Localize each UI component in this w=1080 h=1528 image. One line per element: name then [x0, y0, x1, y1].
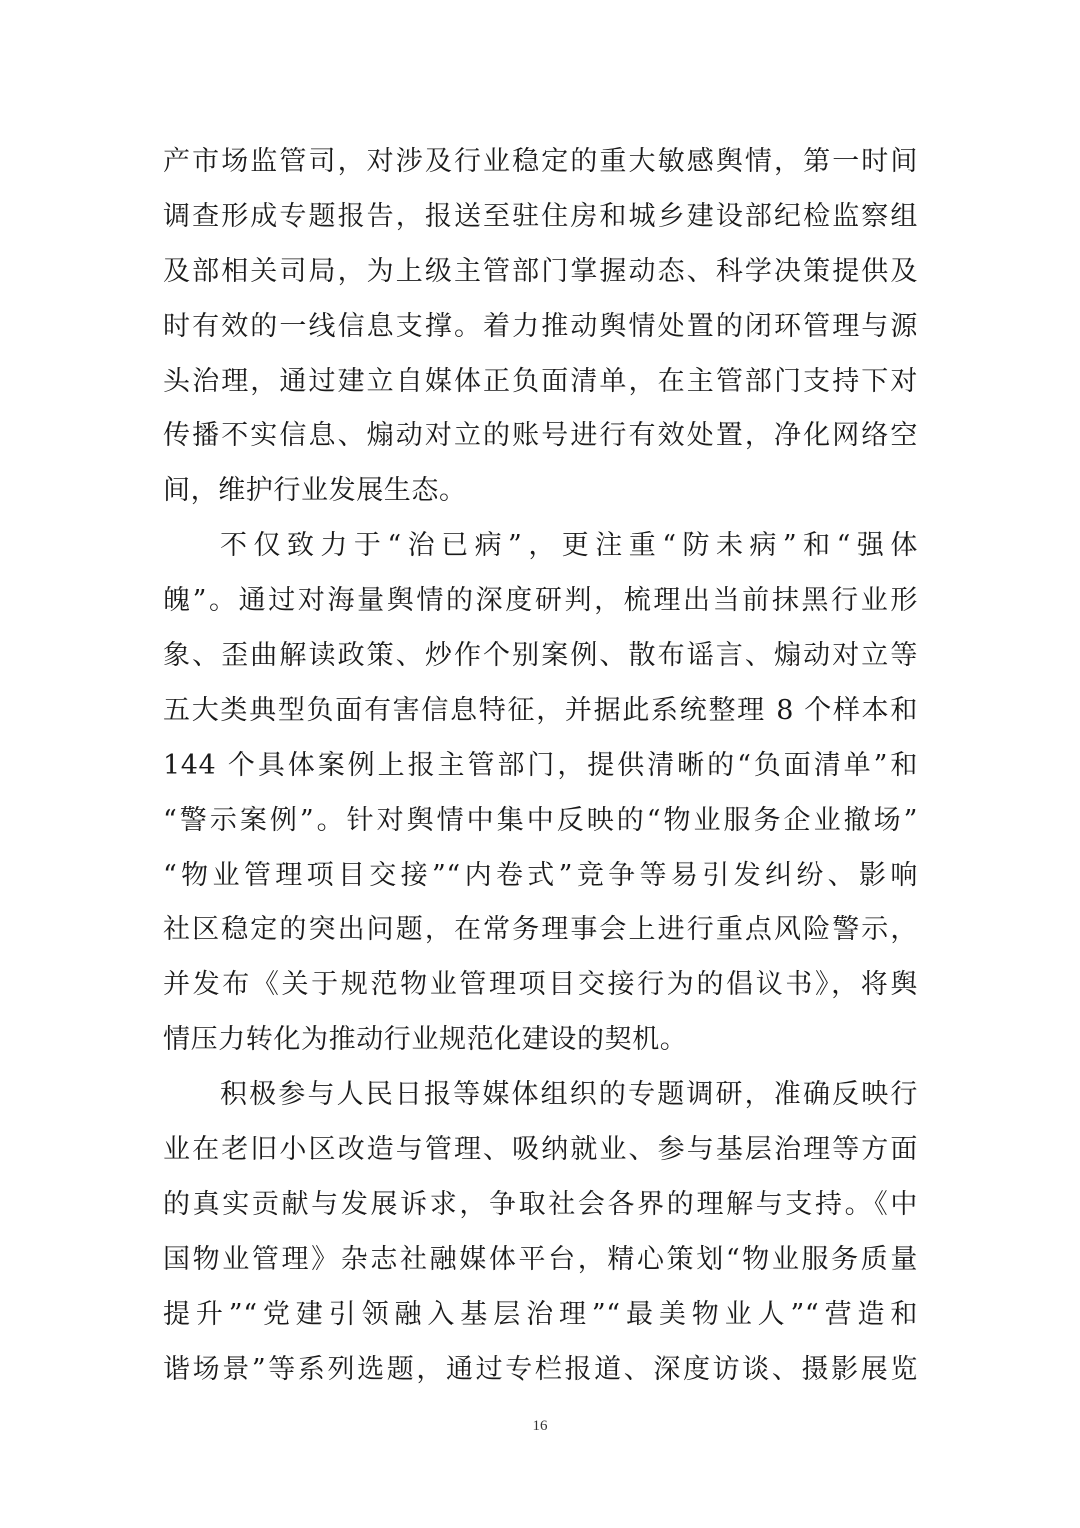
text-line: 国物业管理》杂志社融媒体平台，精心策划“物业服务质量	[163, 1243, 918, 1275]
text-line: 头治理，通过建立自媒体正负面清单，在主管部门支持下对	[163, 365, 918, 397]
body-text	[163, 135, 918, 1397]
text-line: 不仅致力于“治已病”，更注重“防未病”和“强体	[220, 530, 918, 562]
text-line: 提升”“党建引领融入基层治理”“最美物业人”“营造和	[163, 1298, 918, 1330]
text-line: 积极参与人民日报等媒体组织的专题调研，准确反映行	[220, 1079, 918, 1111]
text-line: 魄”。通过对海量舆情的深度研判，梳理出当前抹黑行业形	[163, 585, 918, 617]
text-line: 象、歪曲解读政策、炒作个别案例、散布谣言、煽动对立等	[163, 640, 918, 672]
text-line: “警示案例”。针对舆情中集中反映的“物业服务企业撤场”	[163, 804, 918, 836]
page-number: 16	[532, 1418, 548, 1434]
text-line: 五大类典型负面有害信息特征，并据此系统整理 8 个样本和	[163, 694, 918, 726]
text-line: “物业管理项目交接”“内卷式”竞争等易引发纠纷、影响	[163, 859, 918, 891]
text-line: 调查形成专题报告，报送至驻住房和城乡建设部纪检监察组	[163, 200, 918, 232]
text-line: 产市场监管司，对涉及行业稳定的重大敏感舆情，第一时间	[163, 146, 918, 177]
text-line: 社区稳定的突出问题，在常务理事会上进行重点风险警示，	[163, 914, 918, 946]
text-line: 情压力转化为推动行业规范化建设的契机。	[163, 1024, 688, 1056]
text-line: 并发布《关于规范物业管理项目交接行为的倡议书》，将舆	[163, 969, 918, 1001]
text-line: 业在老旧小区改造与管理、吸纳就业、参与基层治理等方面	[163, 1134, 918, 1166]
text-line: 间，维护行业发展生态。	[163, 475, 467, 507]
text-line: 时有效的一线信息支撑。着力推动舆情处置的闭环管理与源	[163, 310, 918, 342]
text-line: 及部相关司局，为上级主管部门掌握动态、科学决策提供及	[163, 255, 918, 287]
text-line: 的真实贡献与发展诉求，争取社会各界的理解与支持。《中	[163, 1188, 918, 1220]
text-line: 传播不实信息、煽动对立的账号进行有效处置，净化网络空	[163, 420, 918, 452]
text-line: 谐场景”等系列选题，通过专栏报道、深度访谈、摄影展览	[163, 1353, 918, 1385]
text-line: 144 个具体案例上报主管部门，提供清晰的“负面清单”和	[163, 749, 918, 781]
